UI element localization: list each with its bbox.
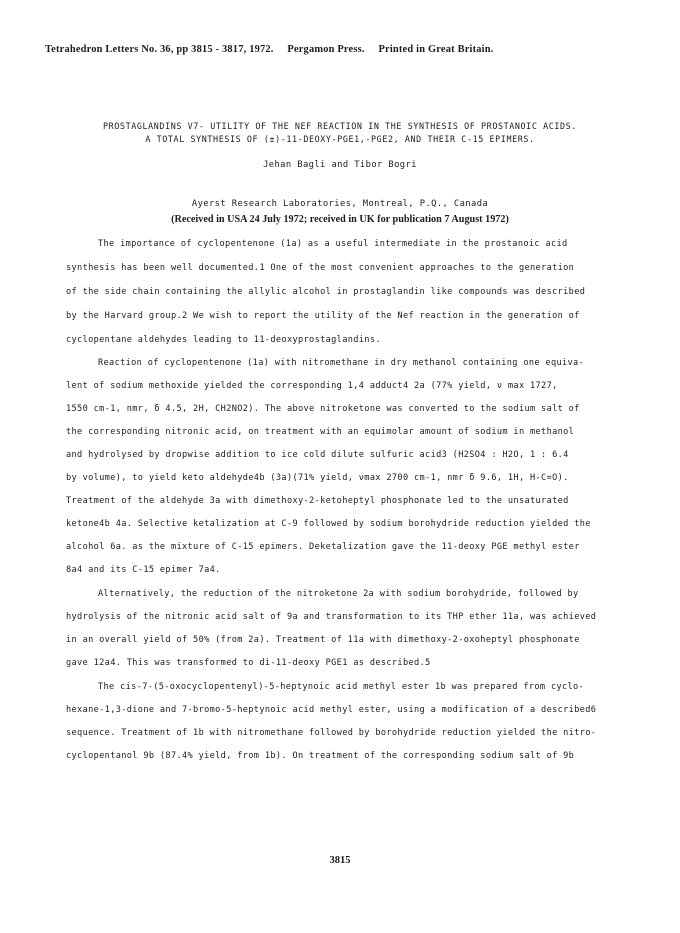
body-line: lent of sodium methoxide yielded the corresponding 1,4 adduct4 2a (77% yield, ν max 1727,: [66, 381, 558, 391]
running-head: [45, 44, 645, 55]
body-line: by volume), to yield keto aldehyde4b (3a)(71% yield, νmax 2700 cm-1, nmr δ 9.6, 1H, H-C=O).: [66, 473, 569, 483]
body-line: and hydrolysed by dropwise addition to ice cold dilute sulfuric acid3 (H2SO4 : H2O, 1 : 6.4: [66, 450, 569, 460]
body-line: sequence. Treatment of 1b with nitromethane followed by borohydride reduction yielded the nitro-: [66, 728, 597, 738]
body-line: The importance of cyclopentenone (1a) as a useful intermediate in the prostanoic acid: [98, 239, 568, 249]
body-line: cyclopentane aldehydes leading to 11-deoxyprostaglandins.: [66, 335, 381, 345]
body-line: alcohol 6a. as the mixture of C-15 epimers. Deketalization gave the 11-deoxy PGE methyl ester: [66, 542, 580, 552]
body-line: in an overall yield of 50% (from 2a). Treatment of 11a with dimethoxy-2-oxoheptyl phosphonate: [66, 635, 580, 645]
article-title-line-2: A TOTAL SYNTHESIS OF (±)-11-DEOXY-PGE1,-PGE2, AND THEIR C-15 EPIMERS.: [145, 134, 535, 144]
body-line: of the side chain containing the allylic alcohol in prostaglandin like compounds was described: [66, 287, 586, 297]
publisher: Pergamon Press.: [287, 44, 365, 55]
body-line: Treatment of the aldehyde 3a with dimethoxy-2-ketoheptyl phosphonate led to the unsaturated: [66, 496, 569, 506]
authors: Jehan Bagli and Tibor Bogri: [263, 160, 417, 170]
journal-citation: Tetrahedron Letters No. 36, pp 3815 - 3817, 1972.: [45, 44, 274, 55]
body-line: ketone4b 4a. Selective ketalization at C-9 followed by sodium borohydride reduction yielded the: [66, 519, 591, 529]
body-line: gave 12a4. This was transformed to di-11-deoxy PGE1 as described.5: [66, 658, 431, 668]
received-dates: (Received in USA 24 July 1972; received in UK for publication 7 August 1972): [171, 214, 509, 225]
body-line: The cis-7-(5-oxocyclopentenyl)-5-heptynoic acid methyl ester 1b was prepared from cyclo-: [98, 682, 585, 692]
article-title-line-1: PROSTAGLANDINS V7- UTILITY OF THE NEF REACTION IN THE SYNTHESIS OF PROSTANOIC ACIDS.: [103, 121, 577, 131]
body-line: synthesis has been well documented.1 One of the most convenient approaches to the generation: [66, 263, 575, 273]
body-line: Alternatively, the reduction of the nitroketone 2a with sodium borohydride, followed by: [98, 589, 579, 599]
affiliation: Ayerst Research Laboratories, Montreal, P.Q., Canada: [191, 199, 489, 209]
body-line: hydrolysis of the nitronic acid salt of 9a and transformation to its THP ether 11a, was achieved: [66, 612, 597, 622]
body-line: hexane-1,3-dione and 7-bromo-5-heptynoic acid methyl ester, using a modification of a described6: [66, 705, 597, 715]
page-number: 3815: [329, 855, 351, 866]
body-line: by the Harvard group.2 We wish to report the utility of the Nef reaction in the generation of: [66, 311, 580, 321]
body-line: the corresponding nitronic acid, on treatment with an equimolar amount of sodium in methanol: [66, 427, 575, 437]
body-line: 8a4 and its C-15 epimer 7a4.: [66, 565, 221, 575]
body-line: cyclopentanol 9b (87.4% yield, from 1b). On treatment of the corresponding sodium salt of 9b: [66, 751, 575, 761]
body-line: Reaction of cyclopentenone (1a) with nitromethane in dry methanol containing one equiva-: [98, 358, 585, 368]
printed-in: Printed in Great Britain.: [378, 44, 494, 55]
body-line: 1550 cm-1, nmr, δ 4.5, 2H, CH2NO2). The above nitroketone was converted to the sodium salt of: [66, 404, 580, 414]
